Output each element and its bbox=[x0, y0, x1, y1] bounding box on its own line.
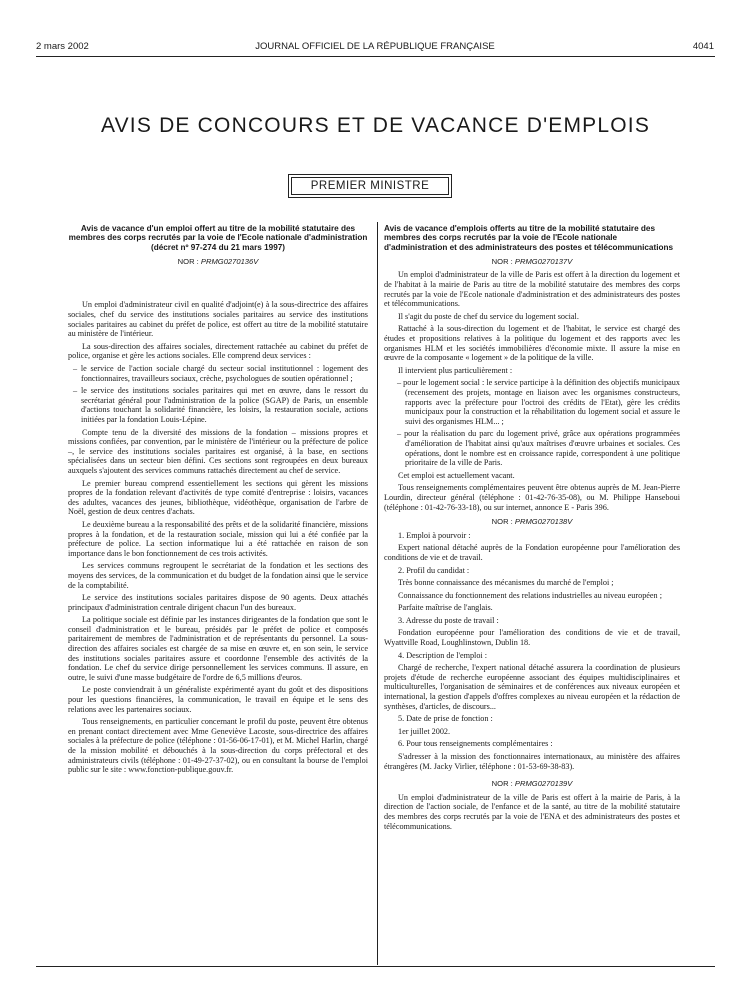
page-title: AVIS DE CONCOURS ET DE VACANCE D'EMPLOIS bbox=[100, 114, 651, 137]
paragraph: 2. Profil du candidat : bbox=[398, 565, 470, 575]
paragraph: Expert national détaché auprès de la Fondation européenne pour l'amélioration des conditions de vie et de travail. bbox=[384, 543, 680, 562]
left-column bbox=[68, 224, 368, 778]
paragraph: Les services communs regroupent le secrétariat de la fondation et les sections des moyens des services, de la communication et du budget de la fondation ainsi que le service de la comptabilité. bbox=[68, 561, 368, 590]
paragraph: Fondation européenne pour l'amélioration des conditions de vie et de travail, Wyattville Road, Loughlinstown, Dublin 18. bbox=[384, 628, 680, 648]
paragraph: Chargé de recherche, l'expert national détaché assurera la coordination de plusieurs projets d'étude de recherche européenne associant des équipes multidisciplinaires et multiculturelles, l'organisation de séminaires et de conférences aux niveaux européen et international, la gestion d'appels d'offres complexes au niveau européen et la rédaction de synthèses, d'articles, de discours... bbox=[384, 663, 680, 711]
nor-3: NOR : PRMG0270139V bbox=[491, 779, 573, 789]
paragraph: 3. Adresse du poste de travail : bbox=[398, 615, 499, 625]
paragraph: Parfaite maîtrise de l'anglais. bbox=[398, 603, 493, 613]
paragraph: S'adresser à la mission des fonctionnaires internationaux, au ministère des affaires étrangères (M. Jacky Virlier, téléphone : 01-53-69-38-83). bbox=[384, 752, 680, 771]
header-date: 2 mars 2002 bbox=[36, 41, 89, 52]
paragraph: Le poste conviendrait à un généraliste expérimenté ayant du goût et des dispositions pour les questions financières, la communication, le travail en équipe et le sens des relations avec les partenaires sociaux. bbox=[68, 685, 368, 714]
header-rule bbox=[36, 56, 715, 57]
paragraph: Le service des institutions sociales paritaires dispose de 90 agents. Deux attachés principaux d'administration centrale dirigent chacun l'un des bureaux. bbox=[68, 593, 368, 612]
paragraph: 4. Description de l'emploi : bbox=[398, 650, 488, 660]
list-item: – pour le logement social : le service participe à la définition des objectifs municipaux (recensement des projets, montage en liaison avec les organismes constructeurs, rapports avec la préfecture pour l'octroi des crédits de l'Etat), gère les crédits municipaux pour la construction et la réhabilitation du logement social et assure le suivi des organismes HLM... ; bbox=[397, 378, 680, 426]
paragraph: 6. Pour tous renseignements complémentaires : bbox=[398, 739, 553, 749]
paragraph: 1. Emploi à pourvoir : bbox=[398, 530, 471, 540]
paragraph: Un emploi d'administrateur civil en qualité d'adjoint(e) à la sous-directrice des affaires sociales, chef du service des institutions sociales paritaires au service des institutions sociales paritaires au cabinet du préfet de police, est offert au titre de la mobilité statutaire au ministère de l'intérieur. bbox=[68, 300, 368, 339]
paragraph: Rattaché à la sous-direction du logement et de l'habitat, le service est chargé des études et propositions relatives à la politique du logement et des rapports avec les organismes HLM et les sociétés immobilières d'économie mixte. Il assure la mise en œuvre de la composante « logement » de la politique de la ville. bbox=[384, 324, 680, 363]
paragraph: Tous renseignements complémentaires peuvent être obtenus auprès de M. Jean-Pierre Lourdin, directeur général (téléphone : 01-42-76-35-08), ou M. Philippe Hanseboui (téléphone : 01-42-76-33-18), ou sur internet, annonce E - Paris 396. bbox=[384, 483, 680, 512]
paragraph: 5. Date de prise de fonction : bbox=[398, 714, 493, 724]
right-notice-heading: Avis de vacance d'emplois offerts au titre de la mobilité statutaire des membres des corps recrutés par la voie de l'Ecole nationale d'administration et des administrateurs des postes et télécommunications bbox=[384, 224, 674, 252]
footer-rule bbox=[36, 966, 715, 967]
paragraph: La politique sociale est définie par les instances dirigeantes de la fondation que sont le conseil d'administration et le bureau, présidés par le préfet de police et composés paritairement de membres de l'administration et de représentants du personnel. La sous-direction des affaires sociales est chargée de sa mise en œuvre et, en son sein, le service des institutions sociales paritaires assure et coordonne l'ensemble des activités de la fondation. Le chef du service dirige personnellement les services communs. Il assure, en outre, le suivi d'une masse budgétaire de l'ordre de 6,5 millions d'euros. bbox=[68, 615, 368, 682]
right-column bbox=[384, 224, 680, 834]
header-journal: JOURNAL OFFICIEL DE LA RÉPUBLIQUE FRANÇAISE bbox=[255, 41, 495, 52]
paragraph: Le deuxième bureau a la responsabilité des prêts et de la solidarité financière, missions propres à la fondation, et de la restauration sociale, mission qui lui a été confiée par la préfecture de police. La section informatique lui a été rattachée en raison de son importance dans le bon fonctionnement de ces trois activités. bbox=[68, 519, 368, 558]
paragraph: Cet emploi est actuellement vacant. bbox=[398, 470, 515, 480]
paragraph: 1er juillet 2002. bbox=[398, 726, 451, 736]
paragraph: Tous renseignements, en particulier concernant le profil du poste, peuvent être obtenus en prenant contact directement avec Mme Geneviève Lacoste, sous-directrice des affaires sociales à la préfecture de police (téléphone : 01-56-06-17-01), et M. Michel Harlin, chargé de la mission mobilité et débouchés à la sous-direction du corps préfectoral et des administrateurs civils (téléphone : 01-49-27-37-02), ou en consultant la bourse de l'emploi public sur le site : www.fonction-publique.gouv.fr. bbox=[68, 717, 368, 775]
paragraph: Il s'agit du poste de chef du service du logement social. bbox=[398, 311, 579, 321]
paragraph: Un emploi d'administrateur de la ville de Paris est offert à la direction du logement et de l'habitat à la mairie de Paris au titre de la mobilité statutaire des membres des corps recrutés par la voie de l'Ecole nationale d'administration et des administrateurs des postes et télécommunications. bbox=[384, 270, 680, 309]
left-notice-heading: Avis de vacance d'un emploi offert au titre de la mobilité statutaire des membres des corps recrutés par la voie de l'Ecole nationale d'administration (décret nº 97-274 du 21 mars 1997) bbox=[68, 224, 368, 252]
paragraph: Il intervient plus particulièrement : bbox=[398, 365, 513, 375]
page-header bbox=[36, 41, 714, 55]
paragraph: Un emploi d'administrateur de la ville de Paris est offert à la mairie de Paris, à la direction de l'action sociale, de l'enfance et de la santé, au titre de la mobilité statutaire des membres des corps recrutés par la voie de l'ENA et des administrateurs des postes et télécommunications. bbox=[384, 792, 680, 831]
paragraph: La sous-direction des affaires sociales, directement rattachée au cabinet du préfet de police, organise et gère les actions sociales. Elle comprend deux services : bbox=[68, 341, 368, 361]
paragraph: Très bonne connaissance des mécanismes du marché de l'emploi ; bbox=[398, 578, 614, 588]
paragraph: Connaissance du fonctionnement des relations industrielles au niveau européen ; bbox=[398, 590, 662, 600]
header-page-number: 4041 bbox=[692, 41, 714, 52]
nor-2: NOR : PRMG0270138V bbox=[491, 517, 573, 527]
section-box bbox=[288, 174, 452, 198]
nor-1: NOR : PRMG0270137V bbox=[491, 256, 573, 266]
list-item: – le service de l'action sociale chargé du secteur social institutionnel : logement des fonctionnaires, travailleurs sociaux, crèche, psychologues de soutien opérationnel ; bbox=[73, 364, 368, 383]
paragraph: Compte tenu de la diversité des missions de la fondation – missions propres et missions confiées, par convention, par le ministère de l'intérieur ou la préfecture de police –, le service des institutions sociales paritaires est organisé, à la base, en sections spécialisées dans un secteur bien défini. Ces sections sont regroupées en deux bureaux auxquels s'ajoutent des services communs rattachés directement au chef de service. bbox=[68, 427, 368, 475]
paragraph: Le premier bureau comprend essentiellement les sections qui gèrent les missions propres de la fondation relevant d'activités de type comité d'entreprise : loisirs, vacances des adultes, vacances des jeunes, bibliothèque, vidéothèque, organisation de l'arbre de Noël, gestion de deux centres d'achats. bbox=[68, 478, 368, 517]
list-item: – le service des institutions sociales paritaires qui met en œuvre, dans le ressort du secrétariat général pour l'administration de la police (SGAP) de Paris, un ensemble d'actions touchant la solidarité financière, les loisirs, la restauration sociale, actions initiées par la fondation Louis-Lépine. bbox=[73, 386, 368, 425]
section-title: PREMIER MINISTRE bbox=[291, 177, 449, 195]
left-nor: NOR : PRMG0270136V bbox=[177, 256, 259, 266]
list-item: – pour la réalisation du parc du logement privé, grâce aux opérations programmées d'amélioration de l'habitat ainsi qu'aux maîtrises d'œuvre urbaines et sociales. Ces opérations, dont le nombre est en croissance rapide, correspondent à une politique prioritaire de la ville de Paris. bbox=[397, 429, 680, 468]
column-divider bbox=[377, 222, 378, 965]
